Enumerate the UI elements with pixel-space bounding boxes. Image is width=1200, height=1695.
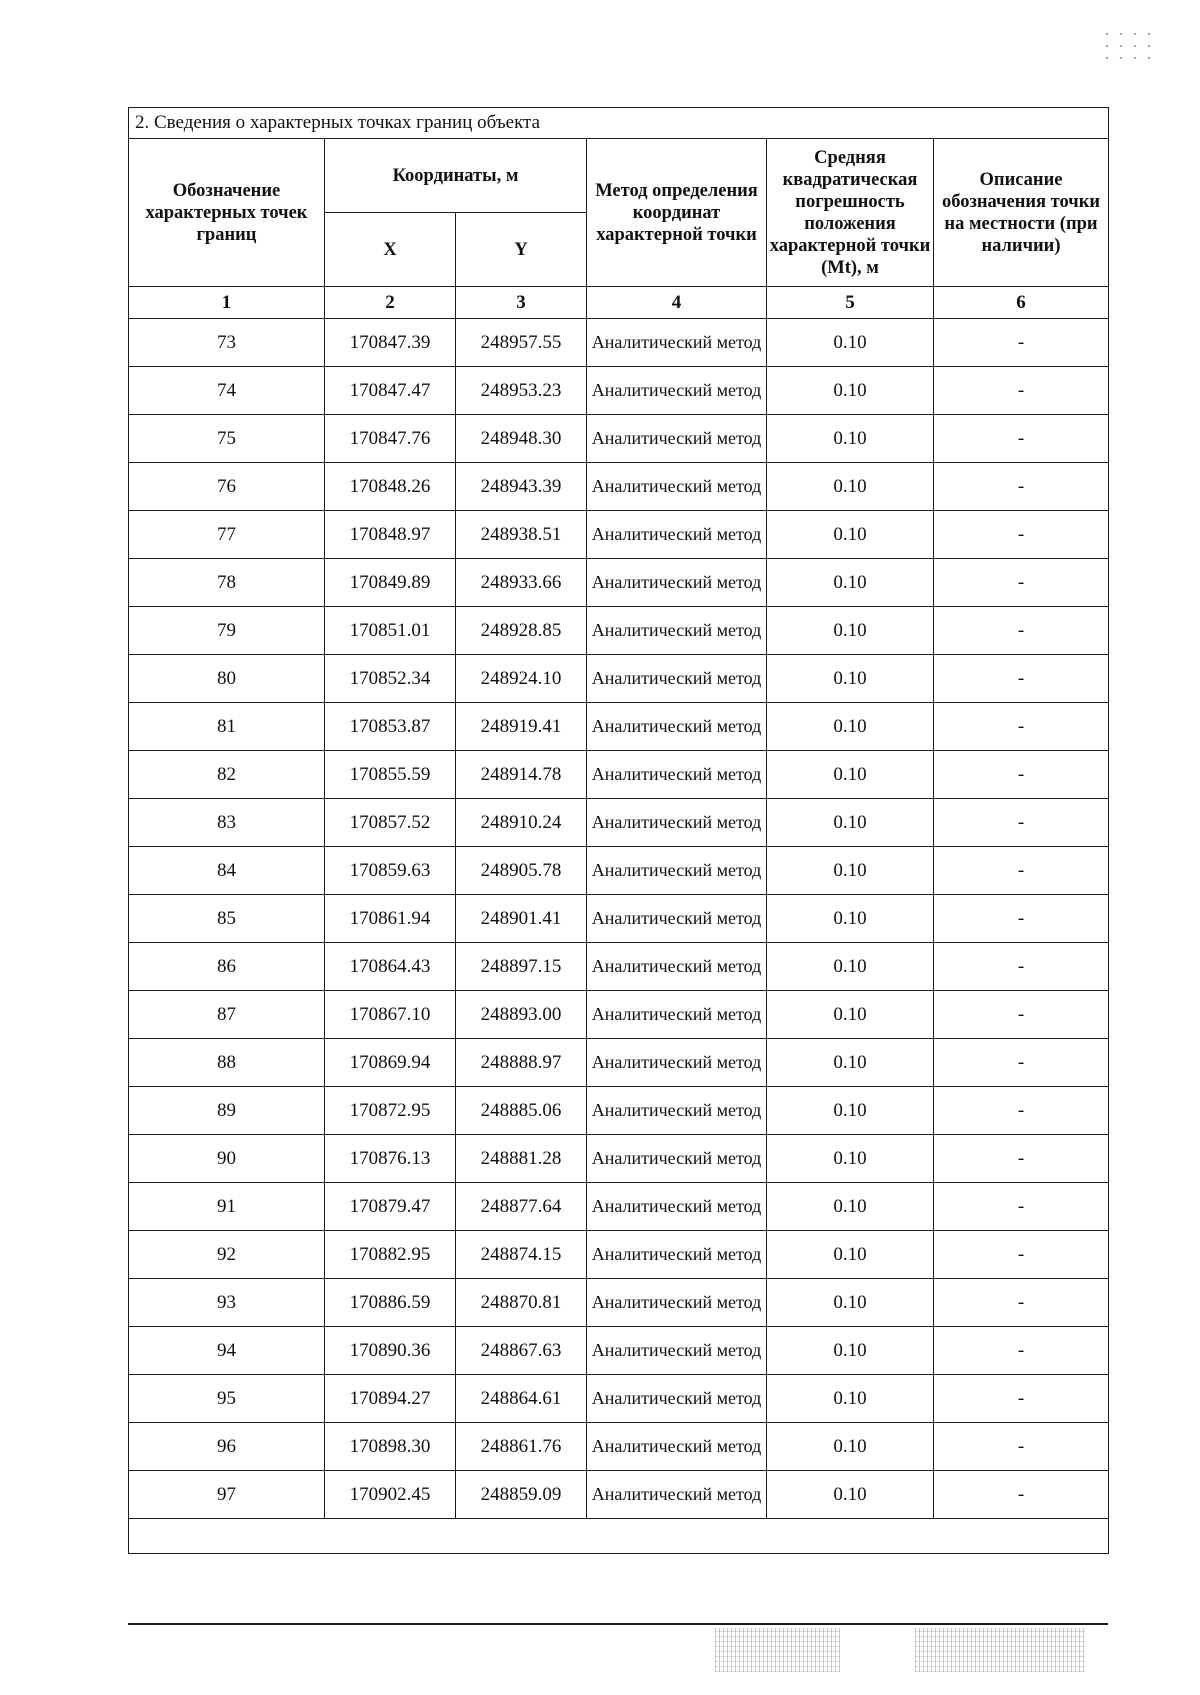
description-cell: - <box>934 367 1109 415</box>
description-cell: - <box>934 1183 1109 1231</box>
method-cell: Аналитический метод <box>587 1423 767 1471</box>
description-cell: - <box>934 1327 1109 1375</box>
coord-y: 248924.10 <box>456 655 587 703</box>
method-cell: Аналитический метод <box>587 1183 767 1231</box>
point-id: 80 <box>129 655 325 703</box>
description-cell: - <box>934 463 1109 511</box>
mt-cell: 0.10 <box>767 1423 934 1471</box>
coord-x: 170852.34 <box>325 655 456 703</box>
description-cell: - <box>934 511 1109 559</box>
method-cell: Аналитический метод <box>587 1327 767 1375</box>
coord-y: 248864.61 <box>456 1375 587 1423</box>
table-row <box>129 319 1109 367</box>
coord-y: 248867.63 <box>456 1327 587 1375</box>
scan-noise-marks <box>1100 28 1160 68</box>
point-id: 75 <box>129 415 325 463</box>
table-row <box>129 607 1109 655</box>
point-id: 97 <box>129 1471 325 1519</box>
coord-x: 170898.30 <box>325 1423 456 1471</box>
description-cell: - <box>934 1135 1109 1183</box>
mt-cell: 0.10 <box>767 943 934 991</box>
description-cell: - <box>934 415 1109 463</box>
method-cell: Аналитический метод <box>587 1135 767 1183</box>
table-row <box>129 1375 1109 1423</box>
description-cell: - <box>934 1471 1109 1519</box>
method-cell: Аналитический метод <box>587 1231 767 1279</box>
point-id: 96 <box>129 1423 325 1471</box>
point-id: 78 <box>129 559 325 607</box>
column-numbers-row <box>129 287 1109 319</box>
point-id: 77 <box>129 511 325 559</box>
scan-noise-left <box>715 1628 840 1672</box>
description-cell: - <box>934 607 1109 655</box>
method-cell: Аналитический метод <box>587 463 767 511</box>
coord-y: 248919.41 <box>456 703 587 751</box>
header-x: X <box>325 213 456 287</box>
coord-y: 248938.51 <box>456 511 587 559</box>
coord-x: 170864.43 <box>325 943 456 991</box>
description-cell: - <box>934 1279 1109 1327</box>
table-row <box>129 1231 1109 1279</box>
scan-noise-right <box>915 1628 1085 1672</box>
boundary-points-table <box>128 107 1109 1554</box>
point-id: 95 <box>129 1375 325 1423</box>
coord-y: 248910.24 <box>456 799 587 847</box>
coord-x: 170882.95 <box>325 1231 456 1279</box>
description-cell: - <box>934 703 1109 751</box>
point-id: 85 <box>129 895 325 943</box>
mt-cell: 0.10 <box>767 1231 934 1279</box>
mt-cell: 0.10 <box>767 1135 934 1183</box>
mt-cell: 0.10 <box>767 703 934 751</box>
point-id: 94 <box>129 1327 325 1375</box>
point-id: 79 <box>129 607 325 655</box>
point-id: 92 <box>129 1231 325 1279</box>
point-id: 73 <box>129 319 325 367</box>
method-cell: Аналитический метод <box>587 511 767 559</box>
table-row <box>129 991 1109 1039</box>
coord-x: 170890.36 <box>325 1327 456 1375</box>
coord-x: 170851.01 <box>325 607 456 655</box>
coord-x: 170857.52 <box>325 799 456 847</box>
table-row <box>129 847 1109 895</box>
section-title: 2. Сведения о характерных точках границ объекта <box>129 108 1109 139</box>
point-id: 87 <box>129 991 325 1039</box>
method-cell: Аналитический метод <box>587 1375 767 1423</box>
point-id: 91 <box>129 1183 325 1231</box>
mt-cell: 0.10 <box>767 511 934 559</box>
empty-cell <box>129 1519 1109 1554</box>
coord-y: 248948.30 <box>456 415 587 463</box>
method-cell: Аналитический метод <box>587 799 767 847</box>
coord-x: 170848.97 <box>325 511 456 559</box>
coord-x: 170867.10 <box>325 991 456 1039</box>
method-cell: Аналитический метод <box>587 1279 767 1327</box>
coord-y: 248893.00 <box>456 991 587 1039</box>
coord-y: 248914.78 <box>456 751 587 799</box>
mt-cell: 0.10 <box>767 415 934 463</box>
coord-x: 170859.63 <box>325 847 456 895</box>
table-row <box>129 415 1109 463</box>
description-cell: - <box>934 751 1109 799</box>
table-row <box>129 1327 1109 1375</box>
column-number: 4 <box>587 287 767 319</box>
coord-y: 248885.06 <box>456 1087 587 1135</box>
table-row <box>129 799 1109 847</box>
description-cell: - <box>934 847 1109 895</box>
point-id: 90 <box>129 1135 325 1183</box>
table-row <box>129 559 1109 607</box>
column-number: 6 <box>934 287 1109 319</box>
description-cell: - <box>934 559 1109 607</box>
method-cell: Аналитический метод <box>587 1471 767 1519</box>
coord-y: 248905.78 <box>456 847 587 895</box>
coord-y: 248870.81 <box>456 1279 587 1327</box>
coord-y: 248928.85 <box>456 607 587 655</box>
table-row <box>129 367 1109 415</box>
point-id: 74 <box>129 367 325 415</box>
coord-x: 170894.27 <box>325 1375 456 1423</box>
table-row <box>129 1183 1109 1231</box>
method-cell: Аналитический метод <box>587 895 767 943</box>
description-cell: - <box>934 1375 1109 1423</box>
table-row <box>129 1135 1109 1183</box>
method-cell: Аналитический метод <box>587 319 767 367</box>
mt-cell: 0.10 <box>767 799 934 847</box>
description-cell: - <box>934 1039 1109 1087</box>
method-cell: Аналитический метод <box>587 655 767 703</box>
coord-y: 248874.15 <box>456 1231 587 1279</box>
coord-x: 170902.45 <box>325 1471 456 1519</box>
point-id: 76 <box>129 463 325 511</box>
coord-y: 248861.76 <box>456 1423 587 1471</box>
mt-cell: 0.10 <box>767 559 934 607</box>
description-cell: - <box>934 1423 1109 1471</box>
coord-y: 248943.39 <box>456 463 587 511</box>
coord-x: 170847.76 <box>325 415 456 463</box>
mt-cell: 0.10 <box>767 1183 934 1231</box>
point-id: 93 <box>129 1279 325 1327</box>
header-coordinates: Координаты, м <box>325 139 587 213</box>
coord-x: 170886.59 <box>325 1279 456 1327</box>
description-cell: - <box>934 655 1109 703</box>
method-cell: Аналитический метод <box>587 751 767 799</box>
table-row <box>129 895 1109 943</box>
empty-row <box>129 1519 1109 1554</box>
column-number: 2 <box>325 287 456 319</box>
table-row <box>129 511 1109 559</box>
description-cell: - <box>934 1087 1109 1135</box>
header-method: Метод определения координат характерной точки <box>587 139 767 287</box>
coord-x: 170879.47 <box>325 1183 456 1231</box>
method-cell: Аналитический метод <box>587 991 767 1039</box>
mt-cell: 0.10 <box>767 847 934 895</box>
header-y: Y <box>456 213 587 287</box>
header-description: Описание обозначения точки на местности (при наличии) <box>934 139 1109 287</box>
description-cell: - <box>934 799 1109 847</box>
point-id: 88 <box>129 1039 325 1087</box>
coord-y: 248859.09 <box>456 1471 587 1519</box>
mt-cell: 0.10 <box>767 607 934 655</box>
mt-cell: 0.10 <box>767 991 934 1039</box>
table-row <box>129 1279 1109 1327</box>
table-row <box>129 1471 1109 1519</box>
coord-x: 170853.87 <box>325 703 456 751</box>
column-number: 1 <box>129 287 325 319</box>
method-cell: Аналитический метод <box>587 367 767 415</box>
coord-x: 170847.39 <box>325 319 456 367</box>
method-cell: Аналитический метод <box>587 559 767 607</box>
point-id: 86 <box>129 943 325 991</box>
coord-y: 248897.15 <box>456 943 587 991</box>
coord-x: 170872.95 <box>325 1087 456 1135</box>
header-designation: Обозначение характерных точек границ <box>129 139 325 287</box>
method-cell: Аналитический метод <box>587 1039 767 1087</box>
point-id: 89 <box>129 1087 325 1135</box>
table-row <box>129 1039 1109 1087</box>
description-cell: - <box>934 1231 1109 1279</box>
mt-cell: 0.10 <box>767 1327 934 1375</box>
coord-y: 248877.64 <box>456 1183 587 1231</box>
method-cell: Аналитический метод <box>587 1087 767 1135</box>
coord-x: 170869.94 <box>325 1039 456 1087</box>
coord-x: 170855.59 <box>325 751 456 799</box>
coord-x: 170847.47 <box>325 367 456 415</box>
coord-y: 248953.23 <box>456 367 587 415</box>
table-row <box>129 751 1109 799</box>
footer-rule <box>128 1623 1108 1625</box>
table-row <box>129 1423 1109 1471</box>
coord-y: 248881.28 <box>456 1135 587 1183</box>
table-row <box>129 463 1109 511</box>
mt-cell: 0.10 <box>767 1375 934 1423</box>
mt-cell: 0.10 <box>767 319 934 367</box>
mt-cell: 0.10 <box>767 751 934 799</box>
coord-x: 170849.89 <box>325 559 456 607</box>
method-cell: Аналитический метод <box>587 943 767 991</box>
mt-cell: 0.10 <box>767 1279 934 1327</box>
method-cell: Аналитический метод <box>587 847 767 895</box>
mt-cell: 0.10 <box>767 1087 934 1135</box>
mt-cell: 0.10 <box>767 367 934 415</box>
description-cell: - <box>934 943 1109 991</box>
column-number: 3 <box>456 287 587 319</box>
coord-x: 170848.26 <box>325 463 456 511</box>
description-cell: - <box>934 319 1109 367</box>
mt-cell: 0.10 <box>767 655 934 703</box>
method-cell: Аналитический метод <box>587 607 767 655</box>
coord-y: 248888.97 <box>456 1039 587 1087</box>
table-row <box>129 655 1109 703</box>
mt-cell: 0.10 <box>767 463 934 511</box>
description-cell: - <box>934 895 1109 943</box>
coord-x: 170876.13 <box>325 1135 456 1183</box>
section-title-row <box>129 108 1109 139</box>
point-id: 82 <box>129 751 325 799</box>
method-cell: Аналитический метод <box>587 415 767 463</box>
table-row <box>129 703 1109 751</box>
header-error: Средняя квадратическая погрешность положения характерной точки (Mt), м <box>767 139 934 287</box>
header-row-1 <box>129 139 1109 213</box>
coord-x: 170861.94 <box>325 895 456 943</box>
coord-y: 248957.55 <box>456 319 587 367</box>
coord-y: 248933.66 <box>456 559 587 607</box>
point-id: 83 <box>129 799 325 847</box>
point-id: 81 <box>129 703 325 751</box>
mt-cell: 0.10 <box>767 895 934 943</box>
point-id: 84 <box>129 847 325 895</box>
description-cell: - <box>934 991 1109 1039</box>
column-number: 5 <box>767 287 934 319</box>
mt-cell: 0.10 <box>767 1471 934 1519</box>
table-row <box>129 943 1109 991</box>
coord-y: 248901.41 <box>456 895 587 943</box>
table-row <box>129 1087 1109 1135</box>
mt-cell: 0.10 <box>767 1039 934 1087</box>
method-cell: Аналитический метод <box>587 703 767 751</box>
